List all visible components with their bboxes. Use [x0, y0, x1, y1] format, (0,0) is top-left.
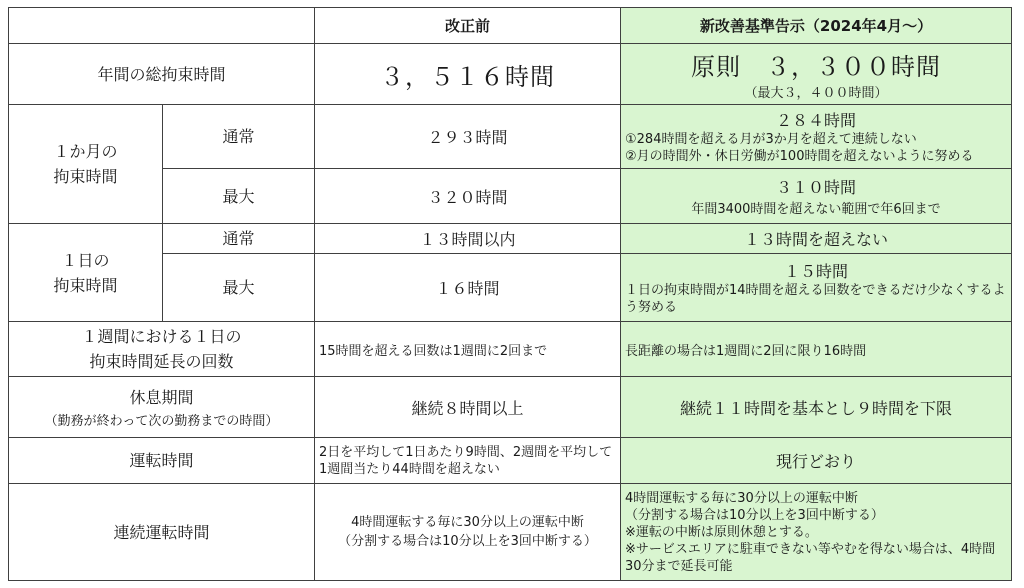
monthly-label-line1: １か月の: [53, 142, 118, 161]
extension-label: [9, 322, 315, 377]
rest-label: [9, 377, 315, 438]
monthly-max-before: ３２０時間: [315, 169, 621, 224]
daily-max-new-note: １日の拘束時間が14時間を超える回数をできるだけ少なくするよう努める: [625, 283, 1006, 315]
monthly-max-new-main: ３１０時間: [775, 178, 856, 197]
daily-normal-new: １３時間を超えない: [621, 224, 1012, 254]
monthly-normal-new: [621, 105, 1012, 169]
row-monthly-normal: [9, 105, 1012, 169]
extension-before: 15時間を超える回数は1週間に2回まで: [315, 322, 621, 377]
row-continuous: [9, 484, 1012, 581]
driving-before: 2日を平均して1日あたり9時間、2週間を平均して1週間当たり44時間を超えない: [315, 438, 621, 484]
extension-label-line1: １週間における１日の: [81, 327, 242, 346]
annual-before: ３，５１６時間: [315, 44, 621, 105]
continuous-new-line1: 4時間運転する毎に30分以上の運転中断: [625, 490, 858, 506]
daily-max-before: １６時間: [315, 254, 621, 322]
daily-normal-before: １３時間以内: [315, 224, 621, 254]
annual-new: [621, 44, 1012, 105]
continuous-before: [315, 484, 621, 581]
extension-new: 長距離の場合は1週間に2回に限り16時間: [621, 322, 1012, 377]
daily-label: [9, 224, 163, 322]
annual-new-main: 原則 ３，３００時間: [691, 53, 941, 81]
monthly-normal-before: ２９３時間: [315, 105, 621, 169]
driving-new: 現行どおり: [621, 438, 1012, 484]
row-annual: [9, 44, 1012, 105]
monthly-max-sublabel: 最大: [163, 169, 315, 224]
daily-max-new-main: １５時間: [783, 262, 848, 281]
comparison-table: [8, 7, 1012, 581]
daily-max-new: [621, 254, 1012, 322]
monthly-label: [9, 105, 163, 224]
daily-normal-sublabel: 通常: [163, 224, 315, 254]
continuous-new: [621, 484, 1012, 581]
rest-label-main: 休息期間: [129, 388, 194, 407]
rest-before: 継続８時間以上: [315, 377, 621, 438]
continuous-new-line2: （分割する場合は10分以上を3回中断する）: [625, 507, 884, 523]
daily-max-sublabel: 最大: [163, 254, 315, 322]
annual-new-sub: （最大３，４００時間）: [744, 86, 888, 101]
annual-label: 年間の総拘束時間: [9, 44, 315, 105]
row-daily-normal: [9, 224, 1012, 254]
extension-label-line2: 拘束時間延長の回数: [89, 352, 234, 371]
header-before: 改正前: [315, 8, 621, 44]
monthly-max-new: [621, 169, 1012, 224]
continuous-new-line3: ※運転の中断は原則休憩とする。: [625, 524, 818, 540]
row-rest: [9, 377, 1012, 438]
rest-new: 継続１１時間を基本とし９時間を下限: [621, 377, 1012, 438]
daily-label-line1: １日の: [61, 250, 110, 270]
monthly-max-new-note: 年間3400時間を超えない範囲で年6回まで: [691, 202, 941, 217]
rest-label-sub: （勤務が終わって次の勤務までの時間）: [44, 414, 279, 429]
driving-label: 運転時間: [9, 438, 315, 484]
row-extension: [9, 322, 1012, 377]
monthly-normal-new-note2: ②月の時間外・休日労働が100時間を超えないように努める: [625, 149, 974, 164]
row-driving: [9, 438, 1012, 484]
continuous-label: 連続運転時間: [9, 484, 315, 581]
daily-label-line2: 拘束時間: [53, 275, 118, 295]
monthly-normal-new-main: ２８４時間: [775, 111, 856, 130]
monthly-normal-sublabel: 通常: [163, 105, 315, 169]
monthly-label-line2: 拘束時間: [53, 167, 118, 186]
monthly-normal-new-note1: ①284時間を超える月が3か月を超えて連続しない: [625, 132, 917, 147]
continuous-before-line2: （分割する場合は10分以上を3回中断する）: [338, 534, 597, 549]
continuous-new-line4: ※サービスエリアに駐車できない等やむを得ない場合は、4時間30分まで延長可能: [625, 541, 996, 574]
header-new: 新改善基準告示（2024年4月～）: [621, 8, 1012, 44]
continuous-before-line1: 4時間運転する毎に30分以上の運転中断: [351, 515, 584, 530]
header-empty-cell: [9, 8, 315, 44]
header-row: [9, 8, 1012, 44]
